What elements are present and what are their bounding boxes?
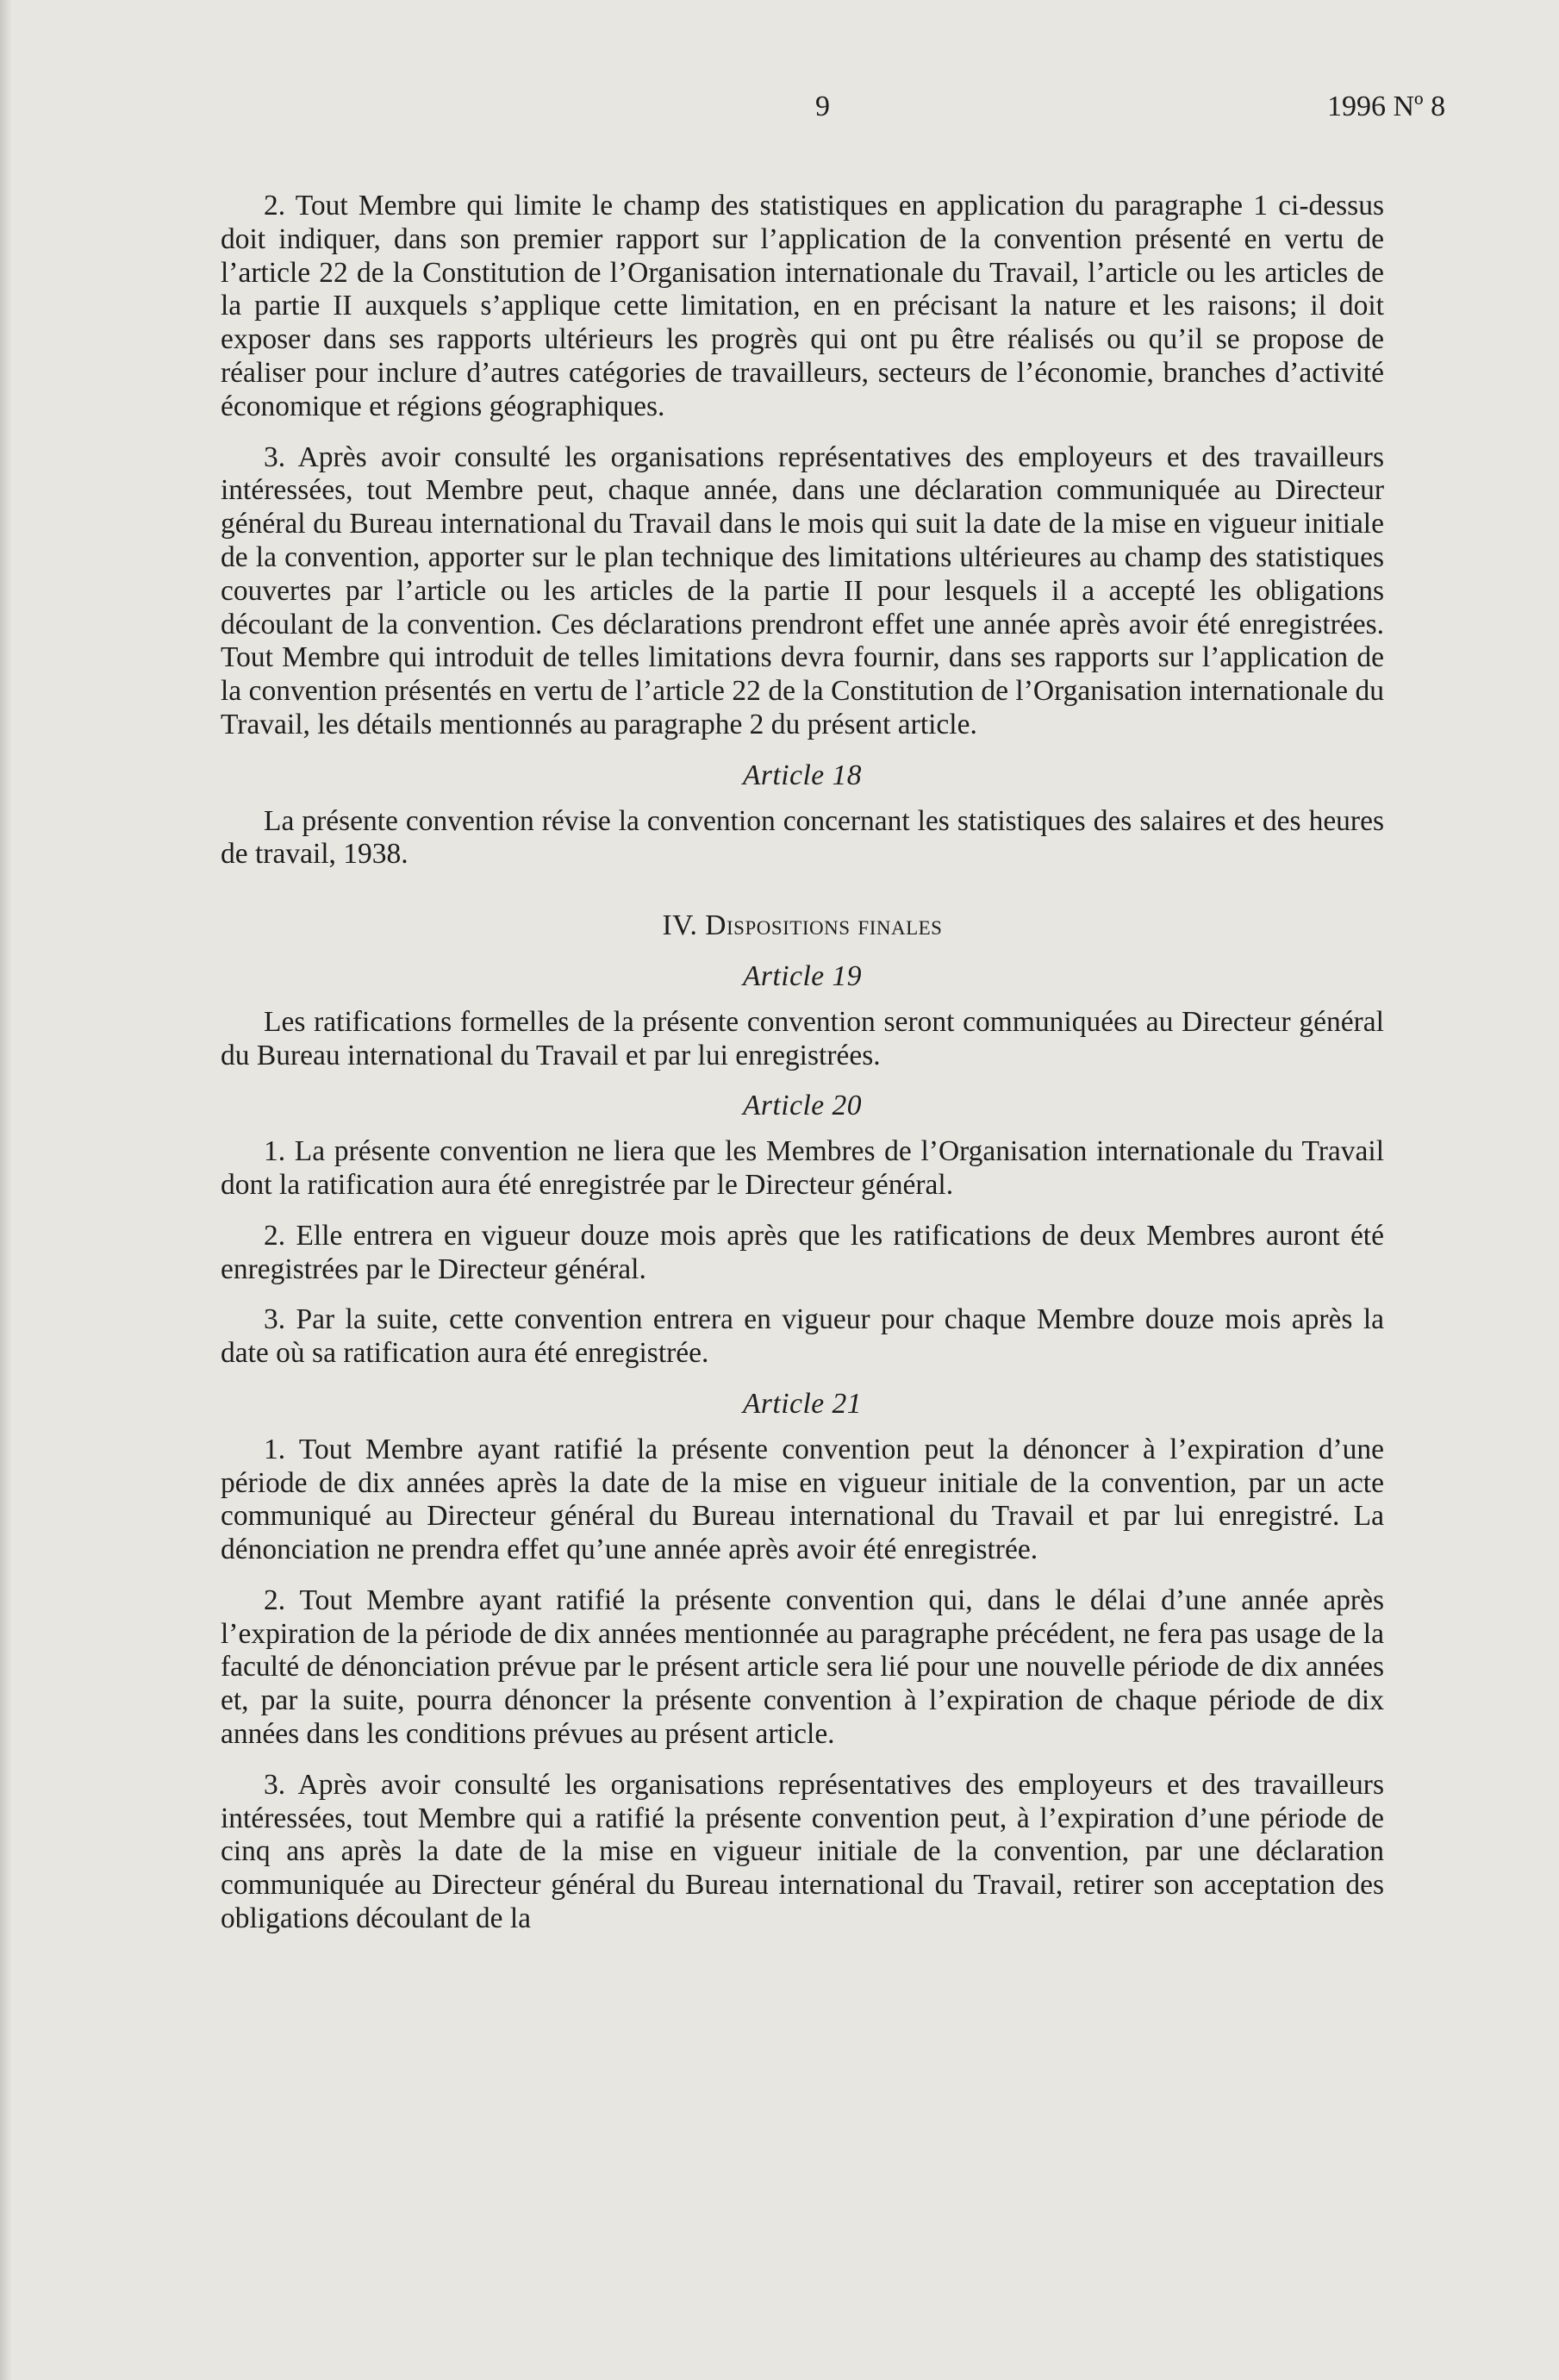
page-number: 9	[815, 91, 830, 122]
article-18-heading: Article 18	[742, 759, 863, 791]
document-body	[221, 190, 1384, 1953]
article-20-paragraph-3: 3. Par la suite, cette convention entrera en vigueur pour chaque Membre douze mois après la date où sa ratification aura été enregistrée.	[221, 1303, 1384, 1370]
issue-label: 1996 Nº 8	[1327, 91, 1446, 122]
article-19-heading: Article 19	[742, 959, 863, 992]
paragraph-17-3: 3. Après avoir consulté les organisations représentatives des employeurs et des travailleurs intéressées, tout Membre peut, chaque année, dans une déclaration communiquée au Directeur général du Bureau international du Travail dans le mois qui suit la date de la mise en vigueur initiale de la convention, apporter sur le plan technique des limitations ultérieures au champ des statistiques couvertes par l’article ou les articles de la partie II pour lesquels il a accepté les obligations découlant de la convention. Ces déclarations prendront effet une année après avoir été enregistrées. Tout Membre qui introduit de telles limitations devra fournir, dans ses rapports sur l’application de la convention présentés en vertu de l’article 22 de la Constitution de l’Organisation internationale du Travail, les détails mentionnés au paragraphe 2 du présent article.	[221, 440, 1384, 740]
article-21-paragraph-1: 1. Tout Membre ayant ratifié la présente convention peut la dénoncer à l’expiration d’une période de dix années après la date de la mise en vigueur initiale de la convention, par un acte communiqué au Directeur général du Bureau international du Travail et par lui enregistré. La dénonciation ne prendra effet qu’une année après avoir été enregistrée.	[221, 1433, 1384, 1566]
page-edge-shadow	[0, 0, 12, 2380]
article-21-paragraph-3: 3. Après avoir consulté les organisations représentatives des employeurs et des travailleurs intéressées, tout Membre qui a ratifié la présente convention peut, à l’expiration d’une période de cinq ans après la date de la mise en vigueur initiale de la convention, par une déclaration communiquée au Directeur général du Bureau international du Travail, retirer son acceptation des obligations découlant de la	[221, 1768, 1384, 1935]
article-21-heading: Article 21	[742, 1387, 863, 1420]
article-21-paragraph-2: 2. Tout Membre ayant ratifié la présente convention qui, dans le délai d’une année après l’expiration de la période de dix années mentionnée au paragraphe précédent, ne fera pas usage de la faculté de dénonciation prévue par le présent article sera lié pour une nouvelle période de dix années et, par la suite, pourra dénoncer la présente convention à l’expiration de chaque période de dix années dans les conditions prévues au présent article.	[221, 1584, 1384, 1751]
article-18-paragraph: La présente convention révise la convention concernant les statistiques des salaires et des heures de travail, 1938.	[221, 804, 1384, 871]
article-20-paragraph-2: 2. Elle entrera en vigueur douze mois après que les ratifications de deux Membres auront été enregistrées par le Directeur général.	[221, 1219, 1384, 1285]
article-20-heading: Article 20	[742, 1090, 863, 1122]
article-19-paragraph: Les ratifications formelles de la présente convention seront communiquées au Directeur général du Bureau international du Travail et par lui enregistrées.	[221, 1005, 1384, 1071]
paragraph-17-2: 2. Tout Membre qui limite le champ des statistiques en application du paragraphe 1 ci-dessus doit indiquer, dans son premier rapport sur l’application de la convention présenté en vertu de l’article 22 de la Constitution de l’Organisation internationale du Travail, l’article ou les articles de la partie II auxquels s’applique cette limitation, en en précisant la nature et les raisons; il doit exposer dans ses rapports ultérieurs les progrès qui ont pu être réalisés ou qu’il se propose de réaliser pour inclure d’autres catégories de travailleurs, secteurs de l’économie, branches d’activité économique et régions géographiques.	[221, 190, 1384, 422]
section-iv-heading: IV. Dispositions finales	[662, 909, 943, 942]
article-20-paragraph-1: 1. La présente convention ne liera que les Membres de l’Organisation internationale du Travail dont la ratification aura été enregistrée par le Directeur général.	[221, 1135, 1384, 1201]
